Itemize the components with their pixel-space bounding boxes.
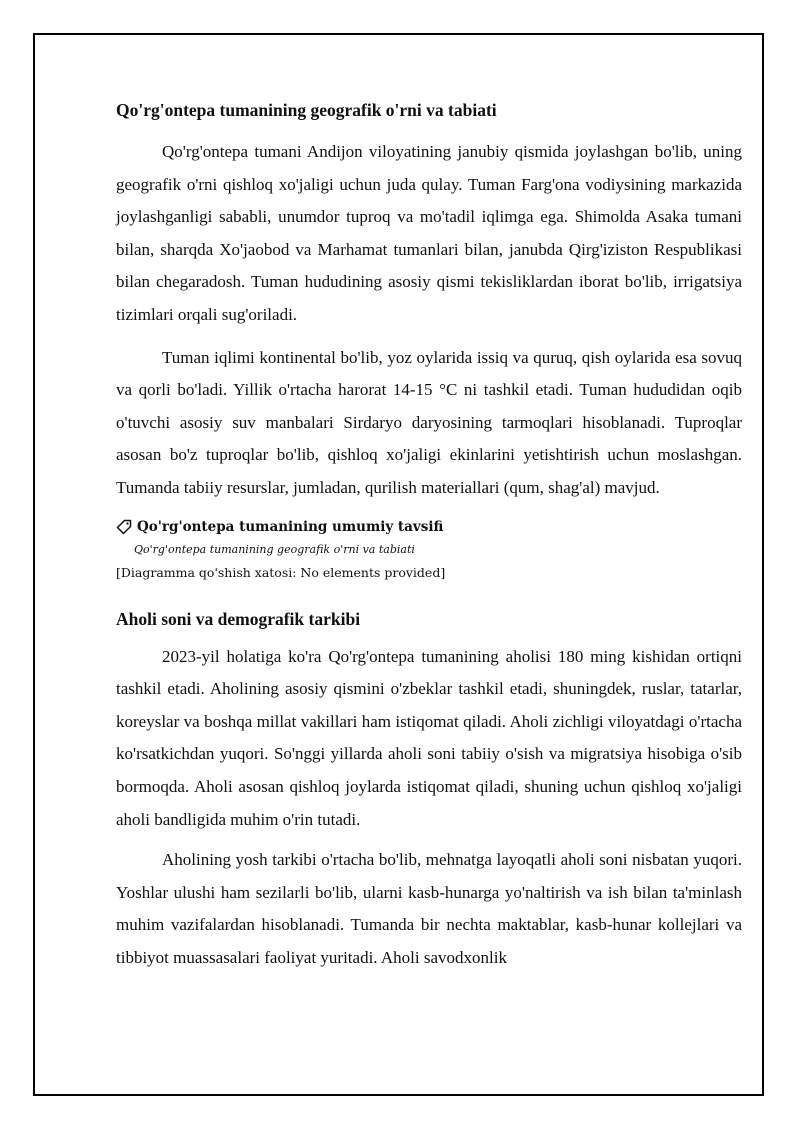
paragraph: Aholining yosh tarkibi o'rtacha bo'lib, mehnatga layoqatli aholi soni nisbatan yuqori. Yoshlar ulushi ham sezilarli bo'lib, ularni kasb-hunarga yo'naltirish va ish bilan ta'minlash muhim vazifalardan hisoblanadi. Tumanda bir nechta maktablar, kasb-hunar kollejlari va tibbiyot muassasalari faoliyat yuritadi. Aholi savodxonlik (116, 850, 742, 967)
section-heading-population: Aholi soni va demografik tarkibi (116, 608, 361, 629)
document-body (116, 92, 742, 974)
tag-icon (116, 519, 132, 535)
section-heading-geography: Qo'rg'ontepa tumanining geografik o'rni va tabiati (116, 100, 497, 120)
diagram-error-message: [Diagramma qo'shish xatosi: No elements provided] (116, 564, 446, 580)
callout-subtitle: Qo'rg'ontepa tumanining geografik o'rni va tabiati (134, 542, 415, 556)
paragraph: Qo'rg'ontepa tumani Andijon viloyatining janubiy qismida joylashgan bo'lib, uning geografik o'rni qishloq xo'jaligi uchun juda qulay. Tuman Farg'ona vodiysining markazida joylashganligi sababli, unumdor tuproq va mo'tadil iqlimga ega. Shimolda Asaka tumani bilan, sharqda Xo'jaobod va Marhamat tumanlari bilan, janubda Qirg'iziston Respublikasi bilan chegaradosh. Tuman hududining asosiy qismi tekisliklardan iborat bo'lib, irrigatsiya tizimlari orqali sug'oriladi. (116, 142, 742, 324)
callout-heading-text: Qo'rg'ontepa tumanining umumiy tavsifi (137, 518, 444, 535)
callout-heading (116, 517, 742, 537)
diagram-callout (116, 517, 742, 583)
paragraph: Tuman iqlimi kontinental bo'lib, yoz oylarida issiq va quruq, qish oylarida esa sovuq va qorli bo'ladi. Yillik o'rtacha harorat 14-15 °C ni tashkil etadi. Tuman hududidan oqib o'tuvchi asosiy suv manbalari Sirdaryo daryosining tarmoqlari hisoblanadi. Tuproqlar asosan bo'z tuproqlar bo'lib, qishloq xo'jaligi ekinlarini yetishtirish uchun moslashgan. Tumanda tabiiy resurslar, jumladan, qurilish materiallari (qum, shag'al) mavjud. (116, 347, 742, 497)
paragraph: 2023-yil holatiga ko'ra Qo'rg'ontepa tumanining aholisi 180 ming kishidan ortiqni tashkil etadi. Aholining asosiy qismini o'zbeklar tashkil etadi, shuningdek, ruslar, tatarlar, koreyslar va boshqa millat vakillari ham istiqomat qiladi. Aholi zichligi viloyatdagi o'rtacha ko'rsatkichdan yuqori. So'nggi yillarda aholi soni tabiiy o'sish va migratsiya hisobiga o'sib bormoqda. Aholi asosan qishloq joylarda istiqomat qiladi, shuning uchun qishloq xo'jaligi aholi bandligida muhim o'rin tutadi. (116, 646, 742, 829)
